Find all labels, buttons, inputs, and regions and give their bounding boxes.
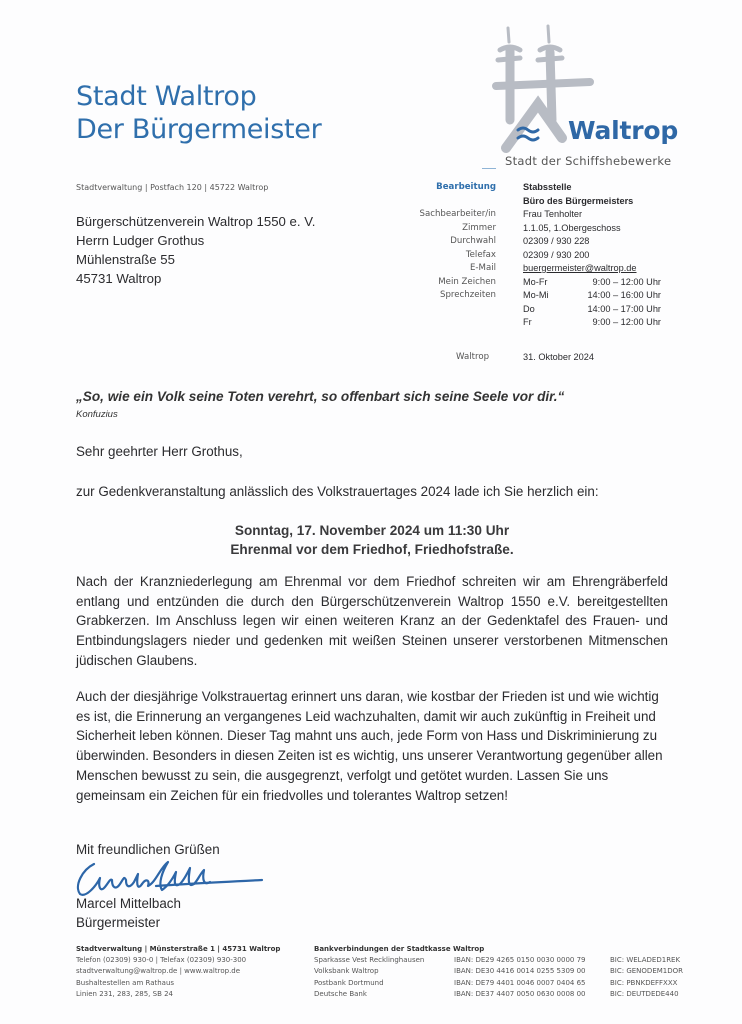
recipient-address: [76, 212, 315, 288]
recipient-city: 45731 Waltrop: [76, 271, 162, 286]
hours-row: [523, 303, 661, 317]
hours-time: 14:00 – 16:00 Uhr: [587, 290, 661, 300]
footer-address-heading: Stadtverwaltung | Münsterstraße 1 | 45731 Waltrop: [76, 945, 281, 953]
bank-bic: BIC: WELADED1REK: [610, 956, 681, 965]
bank-iban: IBAN: DE79 4401 0046 0007 0404 65: [454, 978, 586, 987]
letterhead-title: [76, 80, 321, 146]
info-values: [523, 181, 663, 330]
recipient-name: Herrn Ludger Grothus: [76, 233, 205, 248]
logo-wordmark: Waltrop: [568, 116, 679, 145]
bank-bic: BIC: GENODEM1DOR: [610, 967, 684, 976]
value-durchwahl: 02309 / 930 228: [523, 236, 590, 246]
email-link[interactable]: buergermeister@waltrop.de: [523, 263, 637, 273]
hours-time: 9:00 – 12:00 Uhr: [592, 276, 661, 287]
footer-web[interactable]: stadtverwaltung@waltrop.de | www.waltrop.de: [76, 967, 241, 976]
bank-iban: IBAN: DE29 4265 0150 0030 0000 79: [454, 956, 586, 965]
hours-row: [523, 276, 661, 290]
body-paragraph-1: Nach der Kranzniederlegung am Ehrenmal vor dem Friedhof schreiten wir am Ehrengräberfeld entlang und entzünden die durch den Bürgerschützenverein Waltrop 1550 e.V. bereitgestellten Grabkerzen. Im Anschluss legen wir einen weiteren Kranz an der Gedenktafel des Frauen- und Entbindungslagers nieder und gedenken mit weißen Steinen unserer verstorbenen Mitmenschen jüdischen Glaubens.: [76, 574, 668, 668]
label-spacer: [400, 195, 496, 209]
footer-bus-stop: Bushaltestellen am Rathaus: [76, 978, 175, 987]
hours-days: Mo-Fr: [523, 276, 548, 287]
salutation: Sehr geehrter Herr Grothus,: [76, 444, 243, 459]
logo-rule: [482, 168, 496, 169]
bank-name: Postbank Dortmund: [314, 978, 384, 987]
value-buero: Büro des Bürgermeisters: [523, 195, 634, 206]
bank-iban: IBAN: DE37 4407 0050 0630 0008 00: [454, 989, 586, 998]
event-datetime: Sonntag, 17. November 2024 um 11:30 Uhr: [234, 523, 510, 538]
hours-days: Do: [523, 303, 535, 314]
label-telefax: Telefax: [465, 249, 496, 260]
signer-title: Bürgermeister: [76, 915, 161, 930]
sender-return-address: Stadtverwaltung | Postfach 120 | 45722 Waltrop: [76, 183, 269, 192]
bank-bic: BIC: PBNKDEFFXXX: [610, 978, 678, 987]
hours-time: 9:00 – 12:00 Uhr: [592, 317, 661, 327]
value-telefax: 02309 / 930 200: [523, 249, 590, 260]
bank-name: Deutsche Bank: [314, 989, 367, 998]
label-zeichen: Mein Zeichen: [438, 276, 496, 287]
footer-bus-lines: Linien 231, 283, 285, SB 24: [76, 989, 174, 998]
body-paragraph-2: Auch der diesjährige Volkstrauertag erinnert uns daran, wie kostbar der Frieden ist und wie wichtig es ist, die Erinnerung an vergangenes Leid wachzuhalten, damit wir auch zukünftig in Freiheit und Sicherheit leben können. Dieser Tag mahnt uns auch, jede Form von Hass und Diskriminierung zu überwinden. Besonders in diesen Zeiten ist es wichtig, uns unserer Verantwortung gegenüber allen Menschen bewusst zu sein, die ausgegrenzt, verfolgt und getötet wurden. Lassen Sie uns gemeinsam ein Zeichen für ein friedvolles und tolerantes Waltrop setzen!: [76, 689, 663, 803]
letterhead-office: Der Bürgermeister: [76, 114, 322, 145]
hours-time: 14:00 – 17:00 Uhr: [587, 303, 661, 314]
bank-iban: IBAN: DE30 4416 0014 0255 5309 00: [454, 967, 586, 976]
value-stelle: Stabsstelle: [523, 182, 572, 192]
hours-row: [523, 289, 661, 303]
quote-author: Konfuzius: [76, 409, 118, 420]
label-sachbearbeiter: Sachbearbeiter/in: [419, 209, 496, 219]
value-sachbearbeiter: Frau Tenholter: [523, 209, 583, 219]
quote-text: „So, wie ein Volk seine Toten verehrt, so offenbart sich seine Seele vor dir.“: [76, 389, 565, 404]
footer-address: [76, 944, 280, 1000]
letter-date: 31. Oktober 2024: [523, 352, 594, 362]
hours-days: Fr: [523, 317, 532, 327]
intro-sentence: zur Gedenkveranstaltung anlässlich des Volkstrauertages 2024 lade ich Sie herzlich ein:: [76, 484, 599, 499]
label-bearbeitung: Bearbeitung: [436, 182, 496, 192]
letterhead-city: Stadt Waltrop: [76, 81, 257, 112]
date-place: Waltrop: [456, 352, 490, 362]
hours-days: Mo-Mi: [523, 290, 549, 300]
footer-bank-heading: Bankverbindungen der Stadtkasse Waltrop: [314, 945, 485, 953]
signer-block: [76, 894, 181, 932]
info-labels: [400, 181, 496, 303]
closing: Mit freundlichen Grüßen: [76, 842, 220, 857]
label-sprechzeiten: Sprechzeiten: [439, 290, 496, 300]
logo-tagline: Stadt der Schiffshebewerke: [505, 154, 672, 168]
bank-name: Volksbank Waltrop: [314, 967, 379, 976]
recipient-street: Mühlenstraße 55: [76, 252, 175, 267]
bank-row: [314, 966, 720, 977]
signer-name: Marcel Mittelbach: [76, 896, 181, 911]
value-zimmer: 1.1.05, 1.Obergeschoss: [523, 222, 621, 233]
footer-bank-details: [314, 944, 720, 1000]
bank-bic: BIC: DEUTDEDE440: [610, 989, 679, 998]
event-location: Ehrenmal vor dem Friedhof, Friedhofstraße.: [230, 542, 514, 557]
bank-row: [314, 989, 720, 1000]
recipient-organization: Bürgerschützenverein Waltrop 1550 e. V.: [76, 214, 316, 229]
bank-row: [314, 955, 720, 966]
label-zimmer: Zimmer: [462, 222, 496, 233]
hours-row: [523, 316, 661, 330]
event-details: [76, 521, 668, 559]
label-email: E-Mail: [470, 263, 496, 273]
bank-row: [314, 978, 720, 989]
label-durchwahl: Durchwahl: [450, 236, 496, 246]
footer-phone: Telefon (02309) 930-0 | Telefax (02309) 930-300: [76, 956, 247, 965]
waltrop-logo-icon: [492, 20, 692, 170]
bank-name: Sparkasse Vest Recklinghausen: [314, 956, 425, 965]
